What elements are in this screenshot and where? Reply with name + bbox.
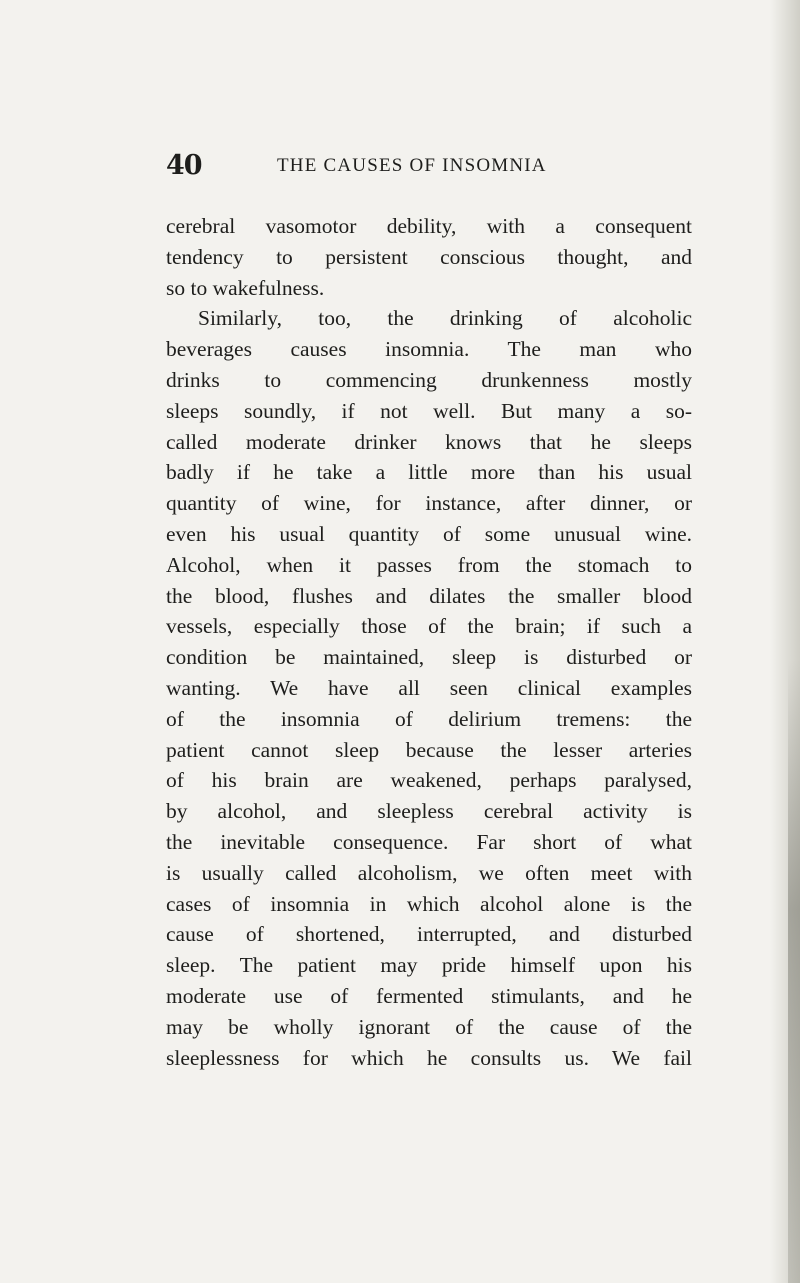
paragraph-first-line: Similarly, too, the drinking of alcoholic <box>198 306 692 331</box>
body-text <box>166 211 692 1073</box>
page-number: 40 <box>166 150 202 181</box>
text-line: cases of insomnia in which alcohol alone is the <box>166 891 692 916</box>
text-line: wanting. We have all seen clinical examples <box>166 675 692 700</box>
text-line: badly if he take a little more than his usual <box>166 460 692 485</box>
text-line: sleeplessness for which he consults us. We fail <box>166 1045 692 1070</box>
text-line: sleeps soundly, if not well. But many a so- <box>166 398 692 423</box>
text-line: patient cannot sleep because the lesser arteries <box>166 737 692 762</box>
text-line: moderate use of fermented stimulants, and he <box>166 983 692 1008</box>
text-line: so to wakefulness. <box>166 275 325 300</box>
text-line: called moderate drinker knows that he sleeps <box>166 429 692 454</box>
text-line: is usually called alcoholism, we often meet with <box>166 860 692 885</box>
text-line: beverages causes insomnia. The man who <box>166 337 692 362</box>
text-line: cause of shortened, interrupted, and disturbed <box>166 922 692 947</box>
text-line: cerebral vasomotor debility, with a consequent <box>166 214 692 238</box>
running-title: THE CAUSES OF INSOMNIA <box>277 155 547 176</box>
text-line: of the insomnia of delirium tremens: the <box>166 706 692 731</box>
text-line: the blood, flushes and dilates the smaller blood <box>166 583 692 608</box>
text-line: quantity of wine, for instance, after dinner, or <box>166 491 692 516</box>
text-line: vessels, especially those of the brain; if such a <box>166 614 692 639</box>
text-line: may be wholly ignorant of the cause of the <box>166 1014 692 1039</box>
text-line: Alcohol, when it passes from the stomach to <box>166 552 692 577</box>
text-line: by alcohol, and sleepless cerebral activity is <box>166 799 692 824</box>
text-line: condition be maintained, sleep is disturbed or <box>166 645 692 670</box>
text-line: of his brain are weakened, perhaps paralysed, <box>166 768 692 793</box>
page-header <box>166 148 686 184</box>
text-line: sleep. The patient may pride himself upon his <box>166 953 692 978</box>
text-line: the inevitable consequence. Far short of what <box>166 829 692 854</box>
page-edge-shadow <box>788 660 800 1283</box>
text-line: even his usual quantity of some unusual wine. <box>166 521 692 546</box>
text-line: tendency to persistent conscious thought, and <box>166 244 692 269</box>
text-line: drinks to commencing drunkenness mostly <box>166 367 692 392</box>
